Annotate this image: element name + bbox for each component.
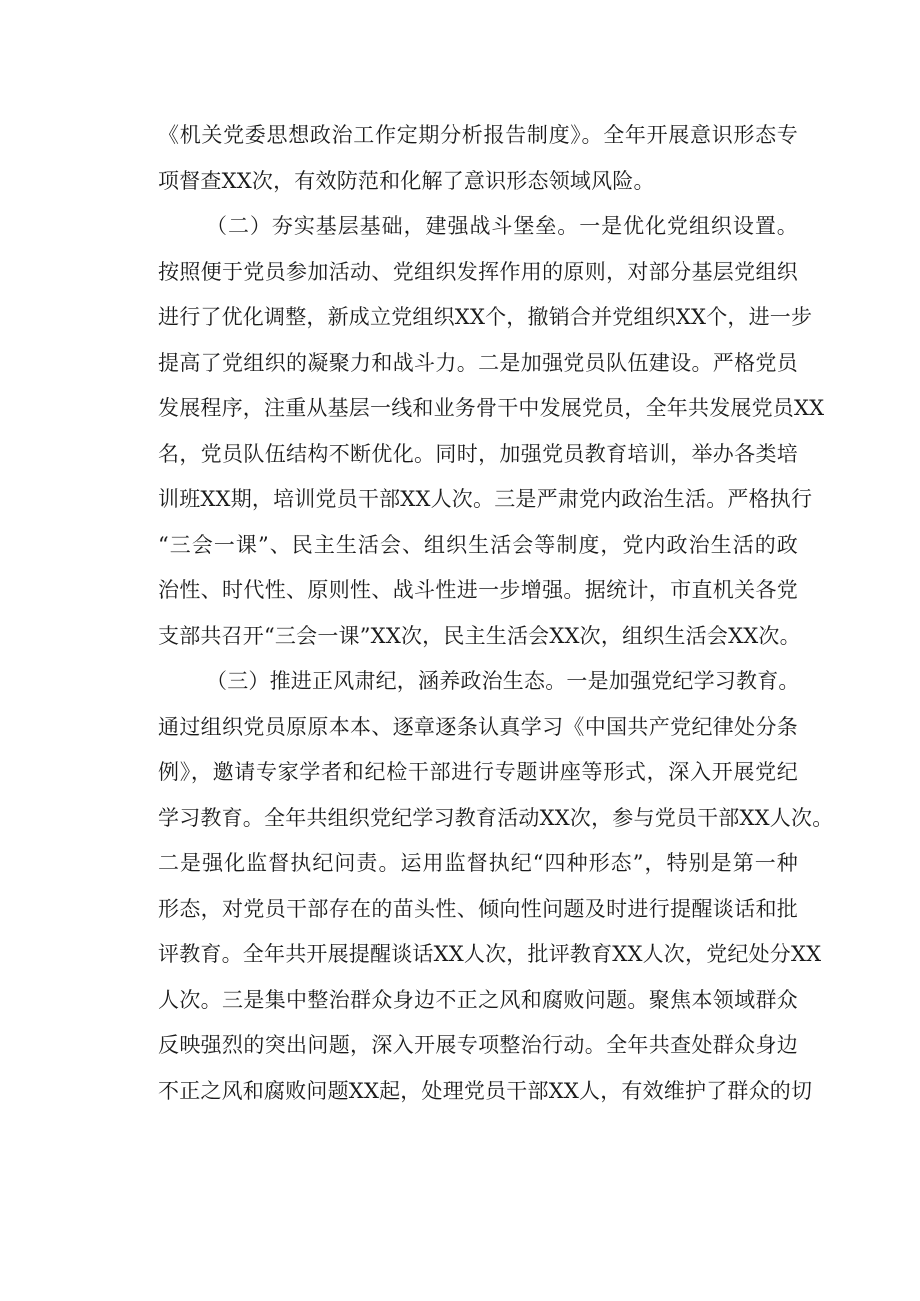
- text-line: 提高了党组织的凝聚力和战斗力。二是加强党员队伍建设。严格党员: [158, 350, 798, 375]
- text-line: 按照便于党员参加活动、党组织发挥作用的原则，对部分基层党组织: [158, 259, 798, 284]
- section-heading-line: （三）推进正风肃纪，涵养政治生态。一是加强党纪学习教育。: [206, 669, 800, 693]
- text-line: 支部共召开“三会一课”XX次，民主生活会XX次，组织生活会XX次。: [158, 623, 801, 648]
- paragraph-1: [158, 113, 798, 204]
- text-line: 例》，邀请专家学者和纪检干部进行专题讲座等形式，深入开展党纪: [158, 760, 798, 784]
- text-line: 人次。三是集中整治群众身边不正之风和腐败问题。聚焦本领域群众: [158, 987, 798, 1012]
- text-line: 二是强化监督执纪问责。运用监督执纪“四种形态”，特别是第一种: [158, 851, 798, 875]
- text-line: 不正之风和腐败问题XX起，处理党员干部XX人，有效维护了群众的切: [158, 1078, 813, 1103]
- text-line: 学习教育。全年共组织党纪学习教育活动XX次，参与党员干部XX人次。: [158, 805, 834, 830]
- text-line: 反映强烈的突出问题，深入开展专项整治行动。全年共查处群众身边: [158, 1033, 798, 1057]
- text-line: 进行了优化调整，新成立党组织XX个，撤销合并党组织XX个，进一步: [158, 305, 813, 329]
- paragraph-3-section-three: [158, 659, 834, 1114]
- text-line: 项督查XX次，有效防范和化解了意识形态领域风险。: [158, 168, 655, 193]
- text-line: 评教育。全年共开展提醒谈话XX人次，批评教育XX人次，党纪处分XX: [158, 942, 822, 966]
- paragraph-2-section-two: [158, 204, 825, 659]
- body-text: [158, 113, 834, 1114]
- text-line: 形态，对党员干部存在的苗头性、倾向性问题及时进行提醒谈话和批: [158, 896, 798, 921]
- text-line: 《机关党委思想政治工作定期分析报告制度》。全年开展意识形态专: [158, 123, 798, 147]
- text-line: 治性、时代性、原则性、战斗性进一步增强。据统计，市直机关各党: [158, 578, 798, 602]
- text-line: “三会一课”、民主生活会、组织生活会等制度，党内政治生活的政: [158, 532, 798, 557]
- text-line: 训班XX期，培训党员干部XX人次。三是严肃党内政治生活。严格执行: [158, 487, 813, 511]
- text-line: 发展程序，注重从基层一线和业务骨干中发展党员，全年共发展党员XX: [158, 396, 825, 420]
- section-heading-line: （二）夯实基层基础，建强战斗堡垒。一是优化党组织设置。: [206, 214, 798, 238]
- text-line: 通过组织党员原原本本、逐章逐条认真学习《中国共产党纪律处分条: [158, 714, 798, 739]
- text-line: 名，党员队伍结构不断优化。同时，加强党员教育培训，举办各类培: [158, 441, 798, 466]
